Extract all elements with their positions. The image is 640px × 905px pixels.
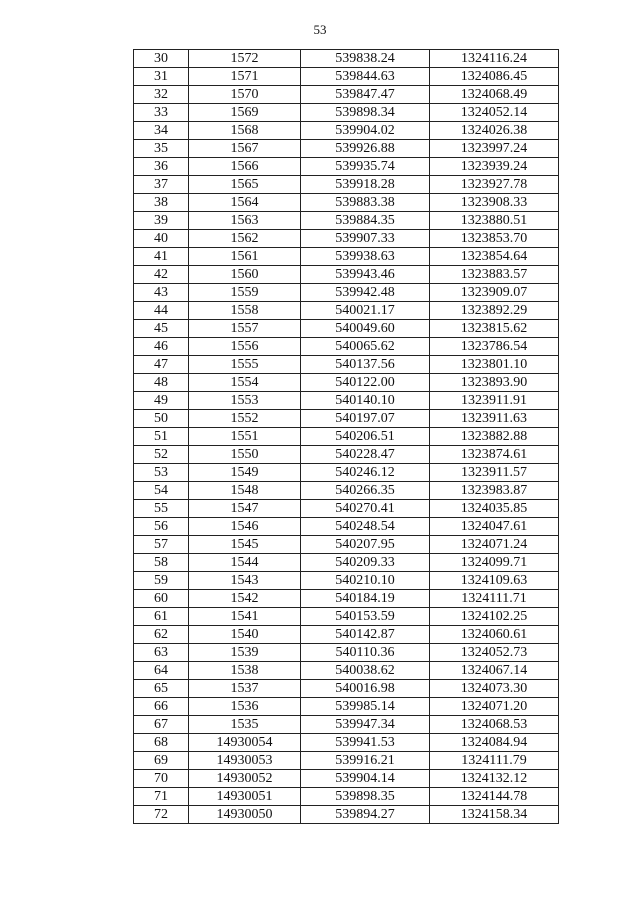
point-id-cell: 1540 [189,626,301,644]
x-coordinate-cell: 539918.28 [301,176,430,194]
x-coordinate-cell: 540184.19 [301,590,430,608]
table-row [134,356,559,374]
x-coordinate-cell: 539883.38 [301,194,430,212]
y-coordinate-cell: 1324071.24 [430,536,559,554]
point-id-cell: 1544 [189,554,301,572]
point-id-cell: 1535 [189,716,301,734]
table-row [134,86,559,104]
table-row [134,662,559,680]
row-number-cell: 35 [134,140,189,158]
table-row [134,428,559,446]
point-id-cell: 1567 [189,140,301,158]
x-coordinate-cell: 539844.63 [301,68,430,86]
y-coordinate-cell: 1323927.78 [430,176,559,194]
table-row [134,320,559,338]
point-id-cell: 1562 [189,230,301,248]
table-row [134,266,559,284]
row-number-cell: 40 [134,230,189,248]
table-row [134,644,559,662]
point-id-cell: 1569 [189,104,301,122]
table-row [134,230,559,248]
x-coordinate-cell: 539943.46 [301,266,430,284]
y-coordinate-cell: 1324026.38 [430,122,559,140]
table-row [134,698,559,716]
row-number-cell: 65 [134,680,189,698]
y-coordinate-cell: 1323854.64 [430,248,559,266]
coordinates-table [133,49,559,824]
y-coordinate-cell: 1324067.14 [430,662,559,680]
x-coordinate-cell: 540140.10 [301,392,430,410]
y-coordinate-cell: 1323911.57 [430,464,559,482]
point-id-cell: 1537 [189,680,301,698]
table-row [134,554,559,572]
row-number-cell: 61 [134,608,189,626]
table-row [134,194,559,212]
point-id-cell: 1542 [189,590,301,608]
x-coordinate-cell: 540210.10 [301,572,430,590]
x-coordinate-cell: 539942.48 [301,284,430,302]
row-number-cell: 39 [134,212,189,230]
table-row [134,590,559,608]
row-number-cell: 72 [134,806,189,824]
y-coordinate-cell: 1324073.30 [430,680,559,698]
x-coordinate-cell: 540206.51 [301,428,430,446]
x-coordinate-cell: 540246.12 [301,464,430,482]
point-id-cell: 1570 [189,86,301,104]
x-coordinate-cell: 539904.02 [301,122,430,140]
row-number-cell: 51 [134,428,189,446]
row-number-cell: 56 [134,518,189,536]
y-coordinate-cell: 1323786.54 [430,338,559,356]
table-row [134,464,559,482]
x-coordinate-cell: 540110.36 [301,644,430,662]
table-row [134,716,559,734]
y-coordinate-cell: 1323911.63 [430,410,559,428]
y-coordinate-cell: 1324158.34 [430,806,559,824]
table-row [134,806,559,824]
row-number-cell: 58 [134,554,189,572]
point-id-cell: 1550 [189,446,301,464]
x-coordinate-cell: 539838.24 [301,50,430,68]
table-row [134,140,559,158]
point-id-cell: 1571 [189,68,301,86]
point-id-cell: 14930054 [189,734,301,752]
point-id-cell: 14930053 [189,752,301,770]
point-id-cell: 1545 [189,536,301,554]
table-row [134,680,559,698]
table-row [134,788,559,806]
row-number-cell: 41 [134,248,189,266]
y-coordinate-cell: 1323939.24 [430,158,559,176]
point-id-cell: 1563 [189,212,301,230]
x-coordinate-cell: 539894.27 [301,806,430,824]
y-coordinate-cell: 1324102.25 [430,608,559,626]
row-number-cell: 47 [134,356,189,374]
row-number-cell: 70 [134,770,189,788]
y-coordinate-cell: 1323815.62 [430,320,559,338]
row-number-cell: 44 [134,302,189,320]
table-row [134,752,559,770]
table-row [134,626,559,644]
y-coordinate-cell: 1323880.51 [430,212,559,230]
row-number-cell: 32 [134,86,189,104]
table-row [134,302,559,320]
y-coordinate-cell: 1323883.57 [430,266,559,284]
y-coordinate-cell: 1324144.78 [430,788,559,806]
x-coordinate-cell: 539907.33 [301,230,430,248]
y-coordinate-cell: 1324071.20 [430,698,559,716]
table-row [134,770,559,788]
x-coordinate-cell: 539938.63 [301,248,430,266]
y-coordinate-cell: 1323801.10 [430,356,559,374]
x-coordinate-cell: 539847.47 [301,86,430,104]
point-id-cell: 14930052 [189,770,301,788]
y-coordinate-cell: 1323892.29 [430,302,559,320]
row-number-cell: 68 [134,734,189,752]
point-id-cell: 1541 [189,608,301,626]
table-row [134,608,559,626]
table-row [134,122,559,140]
x-coordinate-cell: 540228.47 [301,446,430,464]
x-coordinate-cell: 540153.59 [301,608,430,626]
point-id-cell: 1565 [189,176,301,194]
y-coordinate-cell: 1323908.33 [430,194,559,212]
y-coordinate-cell: 1324116.24 [430,50,559,68]
row-number-cell: 45 [134,320,189,338]
point-id-cell: 1566 [189,158,301,176]
row-number-cell: 71 [134,788,189,806]
point-id-cell: 1547 [189,500,301,518]
x-coordinate-cell: 539916.21 [301,752,430,770]
y-coordinate-cell: 1323911.91 [430,392,559,410]
x-coordinate-cell: 539941.53 [301,734,430,752]
table-row [134,374,559,392]
x-coordinate-cell: 540016.98 [301,680,430,698]
point-id-cell: 1536 [189,698,301,716]
y-coordinate-cell: 1323997.24 [430,140,559,158]
y-coordinate-cell: 1323882.88 [430,428,559,446]
row-number-cell: 46 [134,338,189,356]
x-coordinate-cell: 540197.07 [301,410,430,428]
table-row [134,536,559,554]
x-coordinate-cell: 539935.74 [301,158,430,176]
table-row [134,158,559,176]
row-number-cell: 64 [134,662,189,680]
x-coordinate-cell: 540142.87 [301,626,430,644]
row-number-cell: 31 [134,68,189,86]
table-row [134,392,559,410]
x-coordinate-cell: 540266.35 [301,482,430,500]
table-row [134,500,559,518]
point-id-cell: 1572 [189,50,301,68]
y-coordinate-cell: 1324060.61 [430,626,559,644]
row-number-cell: 69 [134,752,189,770]
y-coordinate-cell: 1323874.61 [430,446,559,464]
x-coordinate-cell: 539985.14 [301,698,430,716]
table-row [134,104,559,122]
x-coordinate-cell: 539884.35 [301,212,430,230]
row-number-cell: 36 [134,158,189,176]
y-coordinate-cell: 1324047.61 [430,518,559,536]
y-coordinate-cell: 1323893.90 [430,374,559,392]
page-number: 53 [313,22,327,37]
point-id-cell: 1552 [189,410,301,428]
row-number-cell: 63 [134,644,189,662]
x-coordinate-cell: 540207.95 [301,536,430,554]
y-coordinate-cell: 1324111.79 [430,752,559,770]
row-number-cell: 52 [134,446,189,464]
y-coordinate-cell: 1323909.07 [430,284,559,302]
x-coordinate-cell: 540021.17 [301,302,430,320]
y-coordinate-cell: 1324086.45 [430,68,559,86]
point-id-cell: 1539 [189,644,301,662]
table-row [134,50,559,68]
point-id-cell: 1556 [189,338,301,356]
x-coordinate-cell: 539926.88 [301,140,430,158]
table-row [134,482,559,500]
y-coordinate-cell: 1324035.85 [430,500,559,518]
table-row [134,446,559,464]
y-coordinate-cell: 1324052.14 [430,104,559,122]
row-number-cell: 33 [134,104,189,122]
x-coordinate-cell: 539898.34 [301,104,430,122]
y-coordinate-cell: 1323983.87 [430,482,559,500]
x-coordinate-cell: 540038.62 [301,662,430,680]
row-number-cell: 48 [134,374,189,392]
row-number-cell: 59 [134,572,189,590]
row-number-cell: 38 [134,194,189,212]
row-number-cell: 62 [134,626,189,644]
x-coordinate-cell: 540248.54 [301,518,430,536]
point-id-cell: 1554 [189,374,301,392]
point-id-cell: 1546 [189,518,301,536]
row-number-cell: 43 [134,284,189,302]
x-coordinate-cell: 540122.00 [301,374,430,392]
coordinates-table-body [134,50,559,824]
table-row [134,284,559,302]
y-coordinate-cell: 1323853.70 [430,230,559,248]
point-id-cell: 1553 [189,392,301,410]
x-coordinate-cell: 540049.60 [301,320,430,338]
table-row [134,734,559,752]
point-id-cell: 1538 [189,662,301,680]
row-number-cell: 50 [134,410,189,428]
row-number-cell: 60 [134,590,189,608]
row-number-cell: 30 [134,50,189,68]
table-row [134,68,559,86]
x-coordinate-cell: 540137.56 [301,356,430,374]
row-number-cell: 54 [134,482,189,500]
table-row [134,338,559,356]
row-number-cell: 67 [134,716,189,734]
table-row [134,410,559,428]
row-number-cell: 66 [134,698,189,716]
point-id-cell: 1549 [189,464,301,482]
x-coordinate-cell: 540270.41 [301,500,430,518]
x-coordinate-cell: 539947.34 [301,716,430,734]
point-id-cell: 1551 [189,428,301,446]
row-number-cell: 49 [134,392,189,410]
y-coordinate-cell: 1324084.94 [430,734,559,752]
point-id-cell: 1561 [189,248,301,266]
row-number-cell: 34 [134,122,189,140]
point-id-cell: 1559 [189,284,301,302]
y-coordinate-cell: 1324132.12 [430,770,559,788]
y-coordinate-cell: 1324068.53 [430,716,559,734]
table-row [134,176,559,194]
row-number-cell: 57 [134,536,189,554]
row-number-cell: 53 [134,464,189,482]
x-coordinate-cell: 540209.33 [301,554,430,572]
table-row [134,518,559,536]
x-coordinate-cell: 539898.35 [301,788,430,806]
point-id-cell: 14930051 [189,788,301,806]
y-coordinate-cell: 1324068.49 [430,86,559,104]
y-coordinate-cell: 1324052.73 [430,644,559,662]
table-row [134,248,559,266]
y-coordinate-cell: 1324109.63 [430,572,559,590]
point-id-cell: 1560 [189,266,301,284]
row-number-cell: 55 [134,500,189,518]
point-id-cell: 1555 [189,356,301,374]
x-coordinate-cell: 540065.62 [301,338,430,356]
row-number-cell: 37 [134,176,189,194]
point-id-cell: 1558 [189,302,301,320]
x-coordinate-cell: 539904.14 [301,770,430,788]
table-row [134,212,559,230]
table-row [134,572,559,590]
point-id-cell: 1564 [189,194,301,212]
point-id-cell: 1557 [189,320,301,338]
point-id-cell: 14930050 [189,806,301,824]
point-id-cell: 1568 [189,122,301,140]
point-id-cell: 1543 [189,572,301,590]
y-coordinate-cell: 1324111.71 [430,590,559,608]
point-id-cell: 1548 [189,482,301,500]
row-number-cell: 42 [134,266,189,284]
y-coordinate-cell: 1324099.71 [430,554,559,572]
